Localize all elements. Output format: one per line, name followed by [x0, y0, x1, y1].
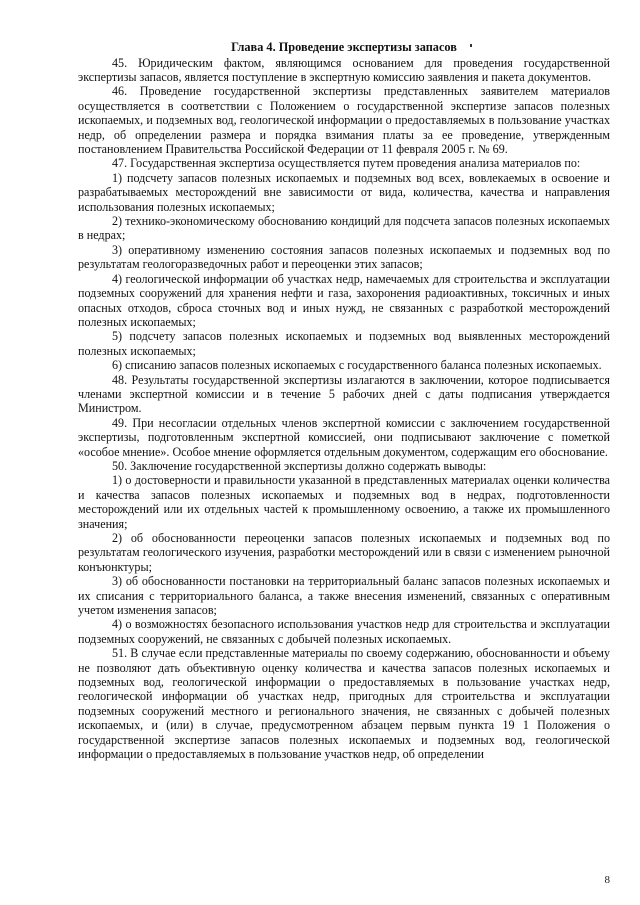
paragraph-47-item-5: 5) подсчету запасов полезных ископаемых и подземных вод выявленных месторождений полезных ископаемых; [78, 329, 610, 358]
paragraph-47-item-2: 2) технико-экономическому обоснованию кондиций для подсчета запасов полезных ископаемых в недрах; [78, 214, 610, 243]
page-number: 8 [604, 874, 610, 886]
paragraph-47-item-6: 6) списанию запасов полезных ископаемых с государственного баланса полезных ископаемых. [112, 358, 602, 373]
paragraph-51: 51. В случае если представленные материалы по своему содержанию, обоснованности и объему не позволяют дать объективную оценку количества и качества запасов полезных ископаемых и подземных вод, геологической информации о предоставляемых в пользование участках недр, геологической информации об участках недр, пригодных для строительства и эксплуатации подземных сооружений местного и регионального значения, не связанных с добычей полезных ископаемых, и (или) в случае, предусмотренном абзацем первым пункта 19 1 Положения о государственной экспертизе запасов полезных ископаемых и подземных вод, геологической информации о предоставляемых в пользование участков недр, об определении [78, 646, 610, 762]
paragraph-50-item-3: 3) об обоснованности постановки на территориальный баланс запасов полезных ископаемых и их списания с территориального баланса, а также внесения изменений, связанных с оперативным учетом изменения запасов; [78, 574, 610, 618]
paragraph-47-item-3: 3) оперативному изменению состояния запасов полезных ископаемых и подземных вод по результатам геологоразведочных работ и переоценки этих запасов; [78, 242, 610, 272]
paragraph-47-item-1: 1) подсчету запасов полезных ископаемых и подземных вод всех, вовлекаемых в освоение и разрабатываемых месторождений вне зависимости от вида, количества, качества и направления использования полезных ископаемых; [78, 170, 610, 214]
paragraph-47-item-4: 4) геологической информации об участках недр, намечаемых для строительства и эксплуатации подземных сооружений для хранения нефти и газа, захоронения радиоактивных, токсичных и иных опасных отходов, сброса сточных вод и иных нужд, не связанных с разработкой месторождений полезных ископаемых; [78, 271, 610, 329]
paragraph-49: 49. При несогласии отдельных членов экспертной комиссии с заключением государственной экспертизы, подготовленным экспертной комиссией, они подписывают заключение с пометкой «особое мнение». Особое мнение оформляется отдельным документом, содержащим его обоснование. [78, 415, 610, 459]
paragraph-50-item-1: 1) о достоверности и правильности указанной в представленных материалах оценки количества и качества запасов полезных ископаемых и подземных вод в недрах, подготовленности месторождений или их отдельных частей к промышленному освоению, а также их промышленного значения; [78, 473, 610, 531]
paragraph-46: 46. Проведение государственной экспертизы представленных заявителем материалов осуществляется в соответствии с Положением о государственной экспертизе запасов полезных ископаемых, и подземных вод, геологической информации о предоставляемых в пользование участках недр, об определении размера и порядка взимания платы за ее проведение, утвержденным постановлением Правительства Российской Федерации от 11 февраля 2005 г. № 69. [78, 84, 610, 157]
paragraph-47: 47. Государственная экспертиза осуществляется путем проведения анализа материалов по: [112, 156, 581, 171]
document-body [78, 40, 610, 762]
paragraph-50-item-4: 4) о возможностях безопасного использования участков недр для строительства и эксплуатации подземных сооружений, не связанных с добычей полезных ископаемых. [78, 617, 610, 646]
paragraph-45: 45. Юридическим фактом, являющимся основанием для проведения государственной экспертизы запасов, является поступление в экспертную комиссию заявления и пакета документов. [78, 55, 610, 84]
paragraph-50-item-2: 2) об обоснованности переоценки запасов полезных ископаемых и подземных вод по результатам геологического изучения, разработки месторождений или в связи с изменением рыночной конъюнктуры; [78, 531, 610, 574]
chapter-title: Глава 4. Проведение экспертизы запасов [231, 40, 457, 54]
paragraph-50: 50. Заключение государственной экспертизы должно содержать выводы: [112, 458, 487, 473]
paragraph-48: 48. Результаты государственной экспертизы излагаются в заключении, которое подписывается членами экспертной комиссии и в течение 5 рабочих дней с даты подписания утверждается Министром. [78, 372, 610, 416]
